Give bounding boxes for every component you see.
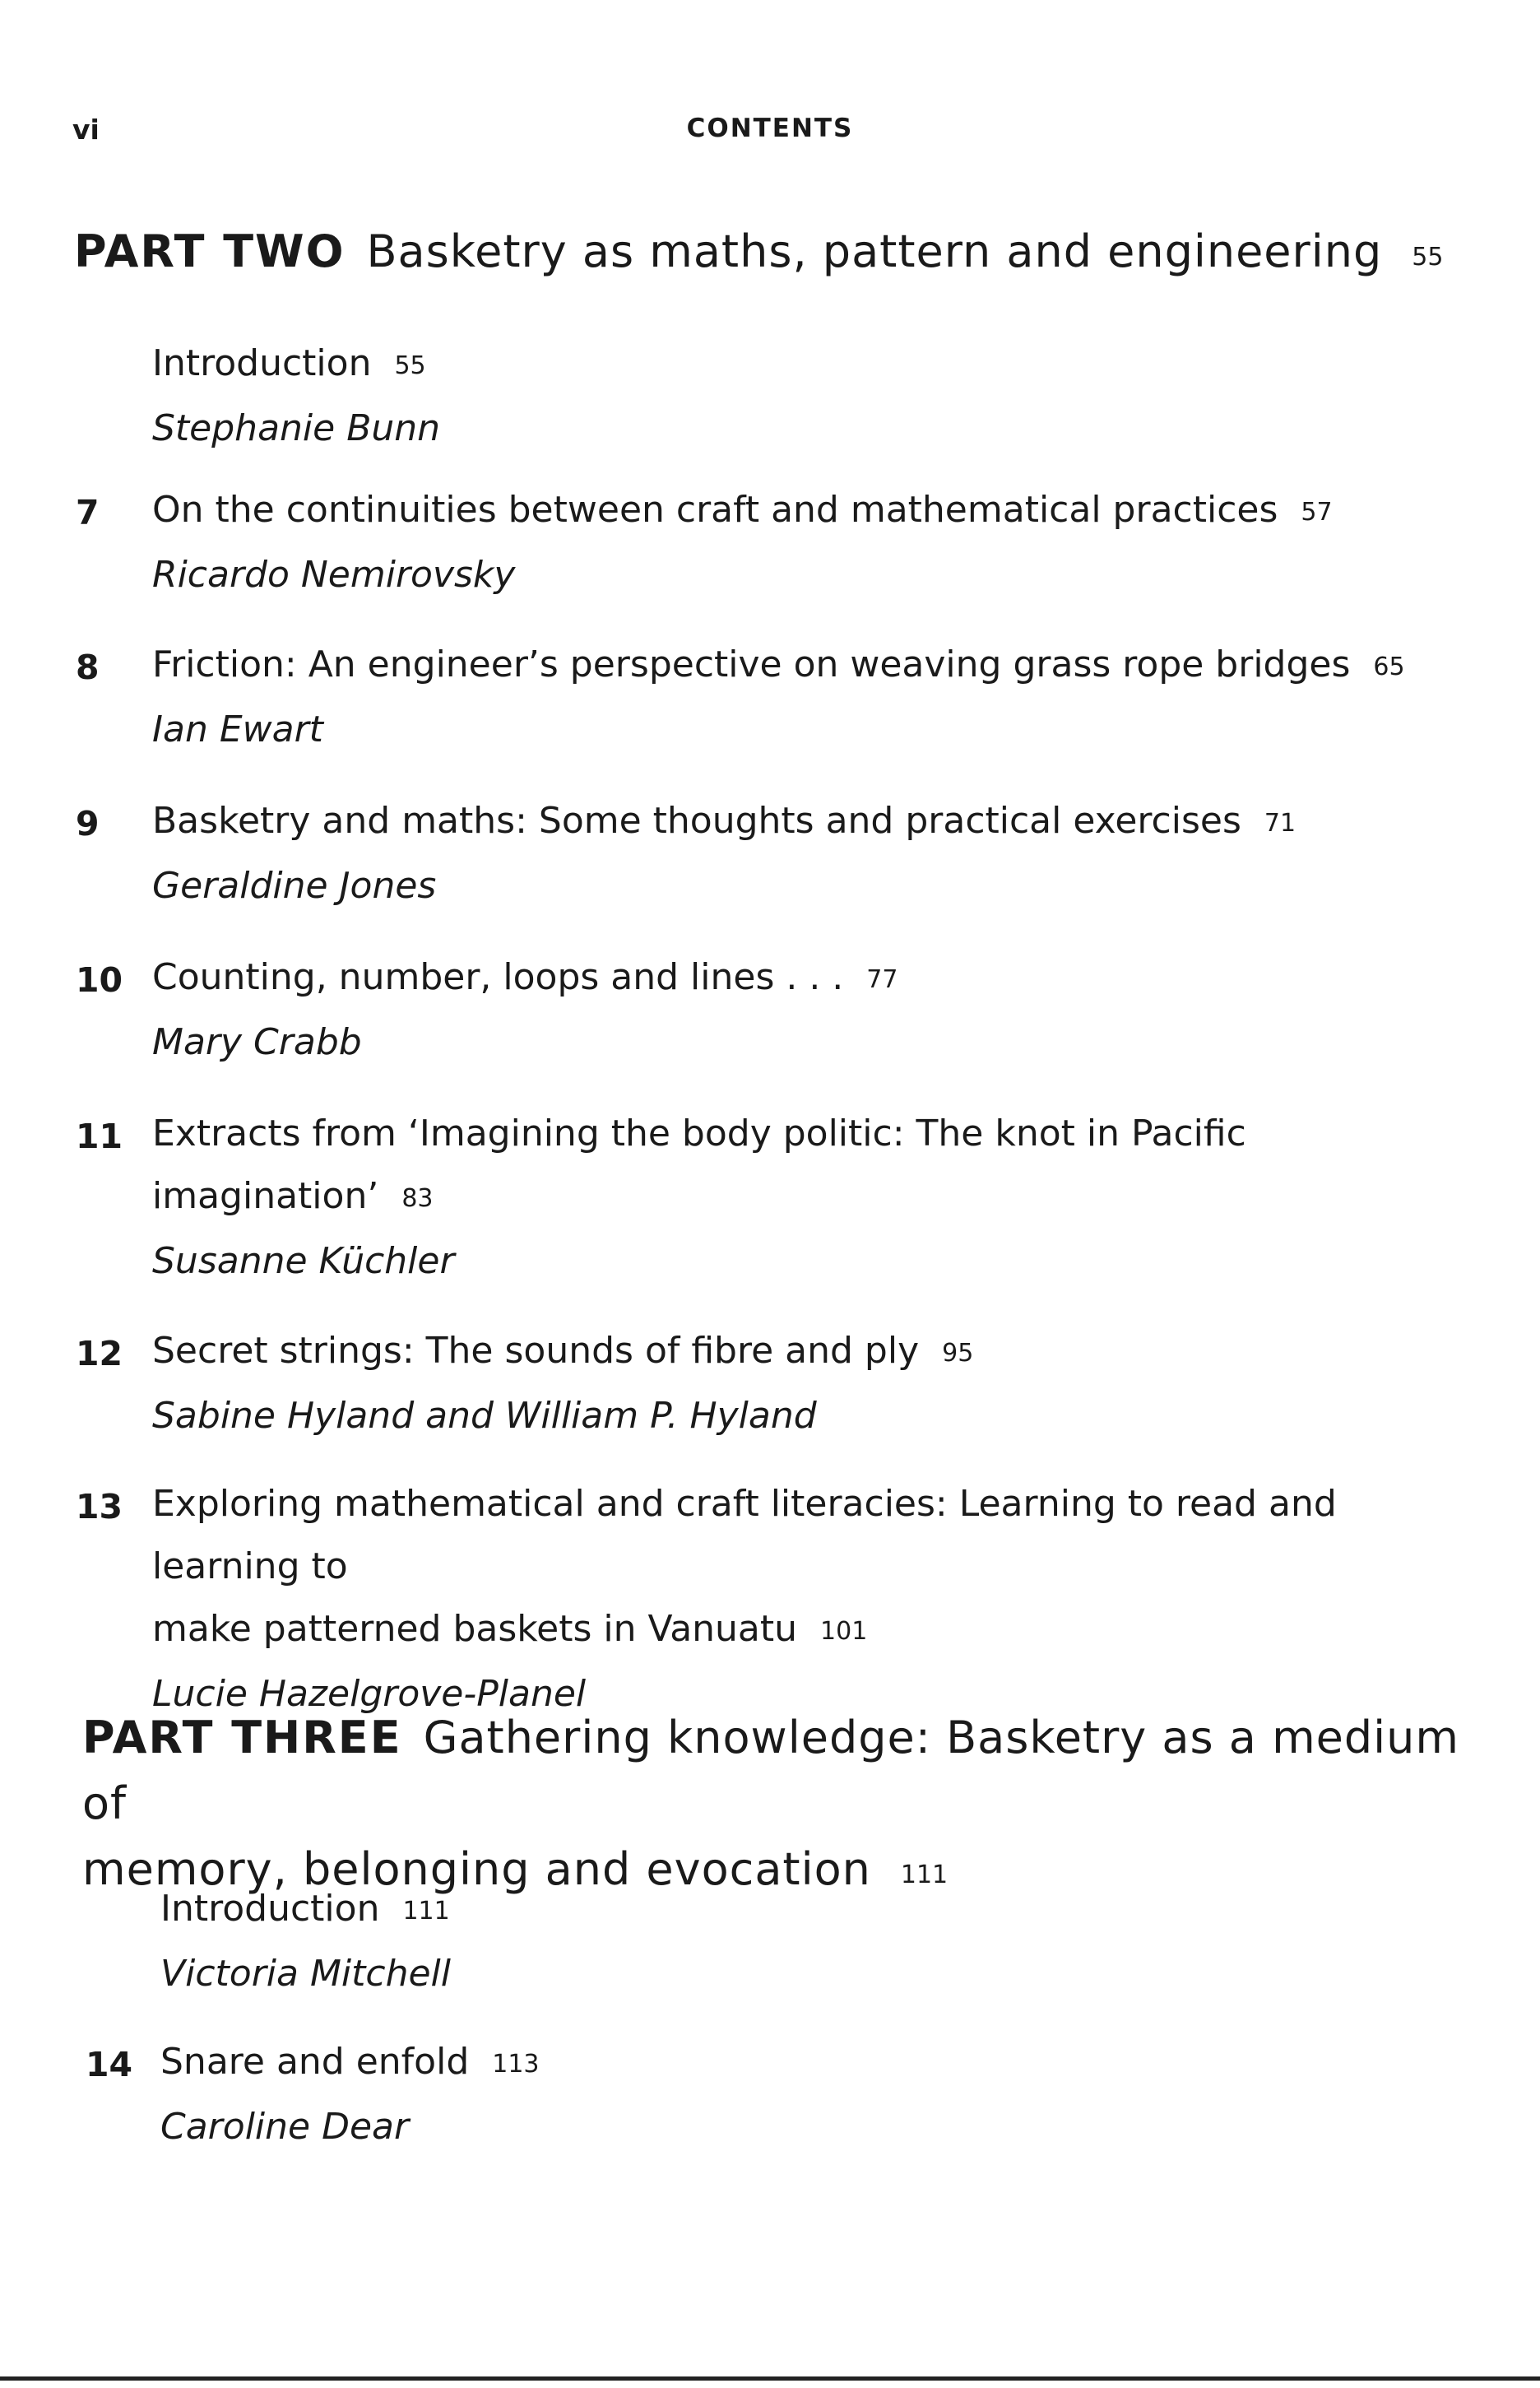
part-two-label: PART TWO [74, 225, 346, 277]
entry-title: Introduction 55 [152, 342, 426, 384]
entry-author: Sabine Hyland and William P. Hyland [152, 1395, 817, 1437]
entry-title: Counting, number, loops and lines . . . 77 [152, 956, 898, 998]
entry-title: Introduction 111 [160, 1888, 450, 1930]
entry-author: Caroline Dear [160, 2106, 410, 2148]
entry-title-line-2: make patterned baskets in Vanuatu 101 [152, 1608, 868, 1650]
entry-author: Victoria Mitchell [160, 1953, 451, 1995]
entry-author: Mary Crabb [152, 1021, 362, 1063]
entry-page: 57 [1301, 498, 1333, 527]
part-three-page: 111 [900, 1861, 949, 1889]
entry-title: Friction: An engineer’s perspective on weaving grass rope bridges 65 [152, 643, 1405, 685]
chapter-number: 12 [76, 1334, 123, 1373]
chapter-number: 13 [76, 1487, 123, 1526]
entry-title: Snare and enfold 113 [160, 2041, 540, 2083]
entry-page: 55 [394, 351, 426, 380]
entry-title-line-1: Exploring mathematical and craft literacies: Learning to read and learning to [152, 1483, 1337, 1587]
entry-title: Secret strings: The sounds of fibre and ply 95 [152, 1330, 974, 1372]
part-two-title: Basketry as maths, pattern and engineering [366, 225, 1383, 277]
entry-page: 111 [402, 1897, 450, 1926]
chapter-number: 14 [86, 2045, 133, 2084]
entry-title-line-2: imagination’ 83 [152, 1175, 434, 1217]
running-head: CONTENTS [686, 114, 854, 143]
entry-author: Ricardo Nemirovsky [152, 554, 516, 596]
page-bottom-edge [0, 2376, 1540, 2381]
entry-page: 95 [942, 1339, 974, 1368]
entry-page: 77 [866, 965, 898, 994]
chapter-number: 10 [76, 960, 123, 1000]
entry-title: Basketry and maths: Some thoughts and practical exercises 71 [152, 800, 1296, 842]
entry-author: Geraldine Jones [152, 865, 437, 907]
page-folio: vi [72, 114, 100, 146]
part-three-label: PART THREE [82, 1712, 402, 1763]
entry-title: On the continuities between craft and mathematical practices 57 [152, 489, 1333, 531]
entry-page: 65 [1373, 653, 1405, 681]
entry-author: Ian Ewart [152, 709, 323, 750]
part-two-page: 55 [1412, 243, 1444, 272]
entry-page: 101 [820, 1617, 868, 1646]
chapter-number: 7 [76, 493, 100, 532]
entry-author: Stephanie Bunn [152, 407, 441, 449]
entry-author: Susanne Küchler [152, 1240, 455, 1282]
part-three-line-1 [82, 1705, 1473, 1837]
entry-author: Lucie Hazelgrove-Planel [152, 1673, 587, 1715]
chapter-number: 11 [76, 1117, 123, 1156]
part-two-heading [74, 219, 1464, 290]
part-three-title-line-1: Gathering knowledge: Basketry as a medium of [82, 1712, 1459, 1829]
part-three-title-line-2: memory, belonging and evocation [82, 1843, 871, 1895]
entry-page: 113 [492, 2050, 540, 2079]
entry-title-line-1: Extracts from ‘Imagining the body politic: The knot in Pacific [152, 1113, 1246, 1155]
chapter-number: 9 [76, 804, 100, 843]
chapter-number: 8 [76, 648, 100, 687]
entry-page: 71 [1264, 809, 1296, 838]
entry-page: 83 [401, 1184, 434, 1213]
